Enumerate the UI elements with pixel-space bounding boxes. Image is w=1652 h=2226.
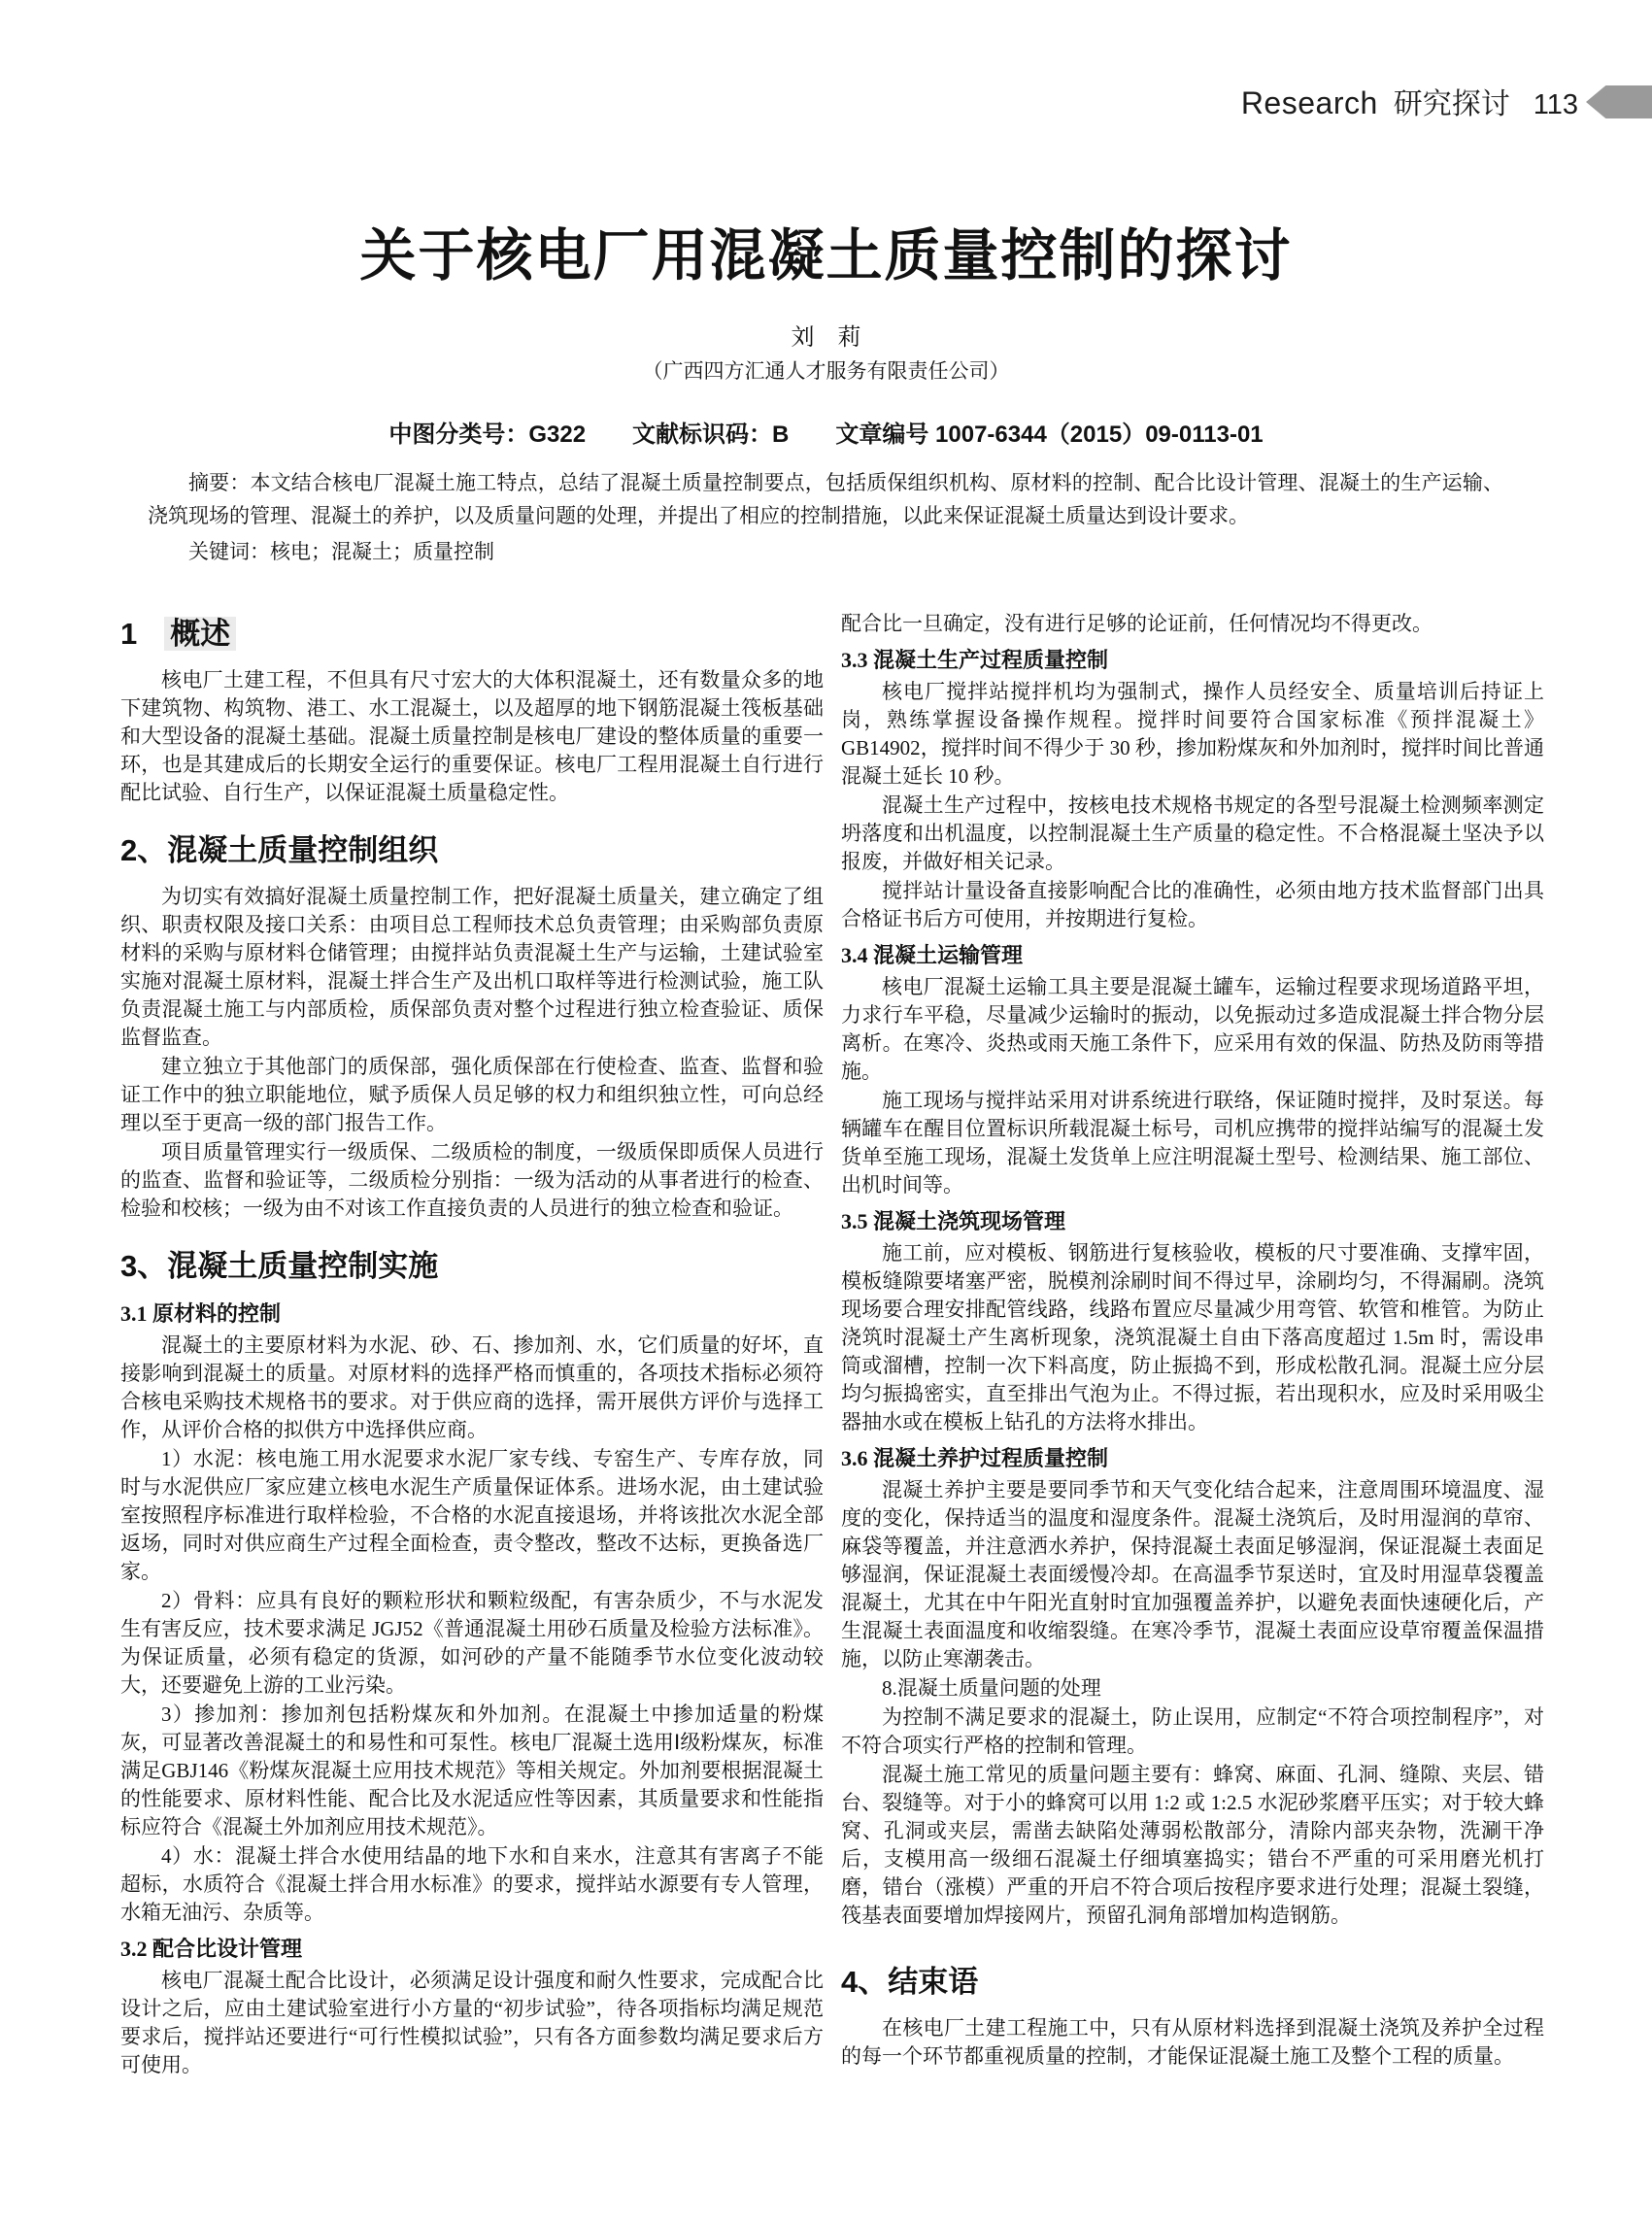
section-heading-2: 2、混凝土质量控制组织: [120, 833, 439, 867]
right-column: [841, 610, 1544, 2072]
author-name: 刘 莉: [791, 325, 861, 351]
paragraph: 核电厂混凝土配合比设计，必须满足设计强度和耐久性要求，完成配合比设计之后，应由土建试验室进行小方量的“初步试验”，待各项指标均满足规范要求后，搅拌站还要进行“可行性模拟试验”，只有各方面参数均满足要求后方可使用。: [120, 1969, 824, 2076]
paragraph: 核电厂土建工程，不但具有尺寸宏大的大体积混凝土，还有数量众多的地下建筑物、构筑物、港工、水工混凝土，以及超厚的地下钢筋混凝土筏板基础和大型设备的混凝土基础。混凝土质量控制是核电厂建设的整体质量的重要一环，也是其建成后的长期安全运行的重要保证。核电厂工程用混凝土自行进行配比试验、自行生产，以保证混凝土质量稳定性。: [120, 668, 824, 804]
running-head: [1241, 80, 1578, 122]
subsection-heading-3-3: 3.3 混凝土生产过程质量控制: [841, 648, 1109, 672]
paragraph: 3）掺加剂：掺加剂包括粉煤灰和外加剂。在混凝土中掺加适量的粉煤灰，可显著改善混凝土的和易性和可泵性。核电厂混凝土选用Ⅰ级粉煤灰，标准满足GBJ146《粉煤灰混凝土应用技术规范》等相关规定。外加剂要根据混凝土的性能要求、原材料性能、配合比及水泥适应性等因素，其质量要求和性能指标应符合《混凝土外加剂应用技术规范》。: [120, 1703, 824, 1838]
left-column: [120, 610, 824, 2080]
article-meta-line: 中图分类号：G322 文献标识码：B 文章编号 1007-6344（2015）09-0113-01: [388, 422, 1264, 448]
keywords-line: 关键词：核电；混凝土；质量控制: [188, 540, 494, 563]
section-1-title: 概述: [164, 617, 236, 651]
paragraph: 核电厂混凝土运输工具主要是混凝土罐车，运输过程要求现场道路平坦，力求行车平稳，尽量减少运输时的振动，以免振动过多造成混凝土拌合物分层离析。在寒冷、炎热或雨天施工条件下，应采用有效的保温、防热及防雨等措施。: [841, 975, 1544, 1083]
paragraph: 混凝土生产过程中，按核电技术规格书规定的各型号混凝土检测频率测定坍落度和出机温度，以控制混凝土生产质量的稳定性。不合格混凝土坚决予以报废，并做好相关记录。: [841, 793, 1544, 873]
paragraph: 项目质量管理实行一级质保、二级质检的制度，一级质保即质保人员进行的监查、监督和验证等，二级质检分别指：一级为活动的从事者进行的检查、检验和校核；一级为由不对该工作直接负责的人员进行的独立检查和验证。: [120, 1140, 824, 1220]
running-head-section-zh: 研究探讨: [1393, 88, 1510, 120]
abstract-text: 摘要：本文结合核电厂混凝土施工特点，总结了混凝土质量控制要点，包括质保组织机构、原材料的控制、配合比设计管理、混凝土的生产运输、浇筑现场的管理、混凝土的养护，以及质量问题的处理，并提出了相应的控制措施，以此来保证混凝土质量达到设计要求。: [148, 471, 1503, 527]
subsection-heading-3-6: 3.6 混凝土养护过程质量控制: [841, 1446, 1109, 1470]
subsection-heading-3-4: 3.4 混凝土运输管理: [841, 943, 1024, 967]
paragraph: 在核电厂土建工程施工中，只有从原材料选择到混凝土浇筑及养护全过程的每一个环节都重视质量的控制，才能保证混凝土施工及整个工程的质量。: [841, 2016, 1544, 2068]
paragraph: 4）水：混凝土拌合水使用结晶的地下水和自来水，注意其有害离子不能超标，水质符合《混凝土拌合用水标准》的要求，搅拌站水源要有专人管理，水箱无油污、杂质等。: [120, 1844, 824, 1924]
paragraph: 混凝土养护主要是要同季节和天气变化结合起来，注意周围环境温度、湿度的变化，保持适当的温度和湿度条件。混凝土浇筑后，及时用湿润的草帘、麻袋等覆盖，并注意洒水养护，保持混凝土表面足够湿润，保证混凝土表面足够湿润，保证混凝土表面缓慢冷却。在高温季节泵送时，宜及时用湿草袋覆盖混凝土，尤其在中午阳光直射时宜加强覆盖养护，以避免表面快速硬化后，产生混凝土表面温度和收缩裂缝。在寒冷季节，混凝土表面应设草帘覆盖保温措施，以防止寒潮袭击。: [841, 1478, 1544, 1670]
section-1-number: 1: [120, 617, 138, 651]
paragraph: 混凝土的主要原材料为水泥、砂、石、掺加剂、水，它们质量的好坏，直接影响到混凝土的质量。对原材料的选择严格而慎重的，各项技术指标必须符合核电采购技术规格书的要求。对于供应商的选择，需开展供方评价与选择工作，从评价合格的拟供方中选择供应商。: [120, 1333, 824, 1441]
paragraph: 核电厂搅拌站搅拌机均为强制式，操作人员经安全、质量培训后持证上岗，熟练掌握设备操作规程。搅拌时间要符合国家标准《预拌混凝土》GB14902，搅拌时间不得少于 30 秒，掺加粉煤灰和外加剂时，搅拌时间比普通混凝土延长 10 秒。: [841, 680, 1544, 788]
section-heading-3: 3、混凝土质量控制实施: [120, 1249, 439, 1283]
paragraph-continuation: 配合比一旦确定，没有进行足够的论证前，任何情况均不得更改。: [841, 612, 1433, 635]
running-head-section-en: Research: [1240, 85, 1378, 120]
paragraph: 施工前，应对模板、钢筋进行复核验收，模板的尺寸要准确、支撑牢固，模板缝隙要堵塞严密，脱模剂涂刷时间不得过早，涂刷均匀，不得漏刷。浇筑现场要合理安排配管线路，线路布置应尽量减少用弯管、软管和椎管。为防止浇筑时混凝土产生离析现象，浇筑混凝土自由下落高度超过 1.5m 时，需设串筒或溜槽，控制一次下料高度，防止振捣不到，形成松散孔洞。混凝土应分层均匀振捣密实，直至排出气泡为止。不得过振，若出现积水，应及时采用吸尘器抽水或在模板上钻孔的方法将水排出。: [841, 1241, 1544, 1433]
author-affiliation: （广西四方汇通人才服务有限责任公司）: [642, 359, 1010, 383]
paragraph: 建立独立于其他部门的质保部，强化质保部在行使检查、监查、监督和验证工作中的独立职能地位，赋予质保人员足够的权力和组织独立性，可向总经理以至于更高一级的部门报告工作。: [120, 1055, 824, 1134]
subsection-heading-8: 8.混凝土质量问题的处理: [882, 1676, 1101, 1700]
paragraph: 为切实有效搞好混凝土质量控制工作，把好混凝土质量关，建立确定了组织、职责权限及接口关系：由项目总工程师技术总负责管理；由采购部负责原材料的采购与原材料仓储管理；由搅拌站负责混凝土生产与运输，土建试验室实施对混凝土原材料，混凝土拌合生产及出机口取样等进行检测试验，施工队负责混凝土施工与内部质检，质保部负责对整个过程进行独立检查验证、质保监督监查。: [120, 885, 824, 1049]
abstract-block: [148, 466, 1503, 568]
subsection-heading-3-1: 3.1 原材料的控制: [120, 1301, 282, 1326]
paragraph: 2）骨料：应具有良好的颗粒形状和颗粒级配，有害杂质少，不与水泥发生有害反应，技术要求满足 JGJ52《普通混凝土用砂石质量及检验方法标准》。为保证质量，必须有稳定的货源，如河砂的产量不能随季节水位变化波动较大，还要避免上游的工业污染。: [120, 1589, 824, 1697]
paragraph: 施工现场与搅拌站采用对讲系统进行联络，保证随时搅拌，及时泵送。每辆罐车在醒目位置标识所载混凝土标号，司机应携带的搅拌站编写的混凝土发货单至施工现场，混凝土发货单上应注明混凝土型号、检测结果、施工部位、出机时间等。: [841, 1089, 1544, 1197]
section-heading-4: 4、结束语: [841, 1965, 979, 1999]
page-number: 113: [1533, 89, 1578, 120]
subsection-heading-3-5: 3.5 混凝土浇筑现场管理: [841, 1209, 1066, 1233]
paragraph: 为控制不满足要求的混凝土，防止误用，应制定“不符合项控制程序”，对不符合项实行严格的控制和管理。: [841, 1705, 1544, 1757]
paragraph: 混凝土施工常见的质量问题主要有：蜂窝、麻面、孔洞、缝隙、夹层、错台、裂缝等。对于小的蜂窝可以用 1:2 或 1:2.5 水泥砂浆磨平压实；对于较大蜂窝、孔洞或夹层，需凿去缺陷处薄弱松散部分，清除内部夹杂物，洗涮干净后，支模用高一级细石混凝土仔细填塞捣实；错台不严重的可采用磨光机打磨，错台（涨模）严重的开启不符合项后按程序要求进行处理；混凝土裂缝，筏基表面要增加焊接网片，预留孔洞角部增加构造钢筋。: [841, 1763, 1544, 1927]
page-corner-arrow-icon: [1586, 85, 1652, 118]
section-heading-1: [120, 615, 824, 654]
paragraph: 1）水泥：核电施工用水泥要求水泥厂家专线、专窑生产、专库存放，同时与水泥供应厂家应建立核电水泥生产质量保证体系。进场水泥，由土建试验室按照程序标准进行取样检验，不合格的水泥直接退场，并将该批次水泥全部返场，同时对供应商生产过程全面检查，责令整改，整改不达标，更换备选厂家。: [120, 1447, 824, 1583]
subsection-heading-3-2: 3.2 配合比设计管理: [120, 1937, 303, 1961]
article-title: 关于核电厂用混凝土质量控制的探讨: [359, 224, 1293, 287]
paragraph: 搅拌站计量设备直接影响配合比的准确性，必须由地方技术监督部门出具合格证书后方可使用，并按期进行复检。: [841, 879, 1544, 930]
